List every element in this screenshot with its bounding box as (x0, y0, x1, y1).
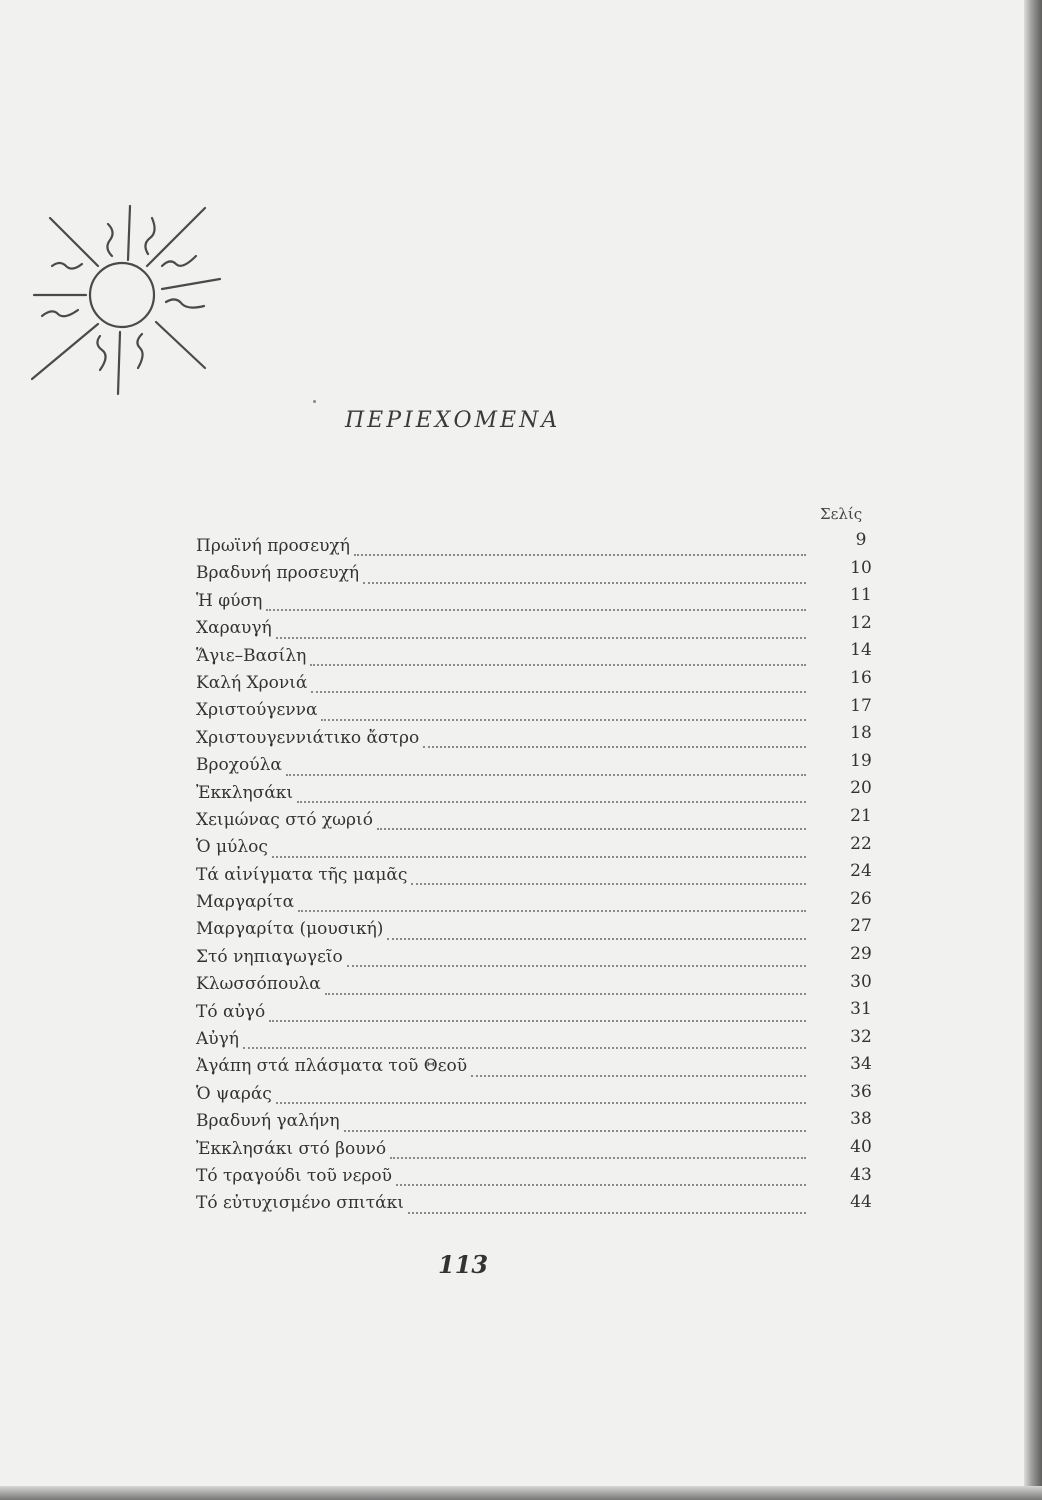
toc-entry (196, 728, 806, 755)
toc-entry-title: Ἅγιε–Βασίλη (196, 645, 307, 666)
toc-entry-title: Χριστουγεννιάτικο ἄστρο (196, 727, 420, 748)
toc-entry-title: Βραδυνή γαλήνη (196, 1111, 340, 1132)
toc-entry-page: 44 (850, 1192, 872, 1213)
dot-leader (411, 880, 806, 885)
contents-title: ΠΕΡΙΕΧΟΜΕΝΑ (345, 408, 561, 433)
page-number-column (836, 530, 886, 1220)
toc-entry (196, 1111, 806, 1138)
toc-entry (196, 892, 806, 919)
dot-leader (344, 1127, 806, 1132)
toc-entry-page: 19 (850, 750, 872, 771)
toc-entry (196, 618, 806, 645)
toc-entry-page: 43 (850, 1164, 872, 1185)
toc-entry-title: Τό εὐτυχισμένο σπιτάκι (196, 1193, 404, 1214)
toc-entry-page: 36 (850, 1081, 872, 1102)
dot-leader (243, 1044, 806, 1049)
toc-entry-page: 10 (850, 557, 872, 578)
toc-entry-title: Μαργαρίτα (μουσική) (196, 919, 384, 940)
toc-entry-title: Ὁ μύλος (196, 837, 268, 858)
page-edge-bottom (0, 1486, 1042, 1500)
dot-leader (286, 771, 806, 776)
dot-leader (272, 853, 806, 858)
toc-entry-title: Βραδυνή προσευχή (196, 563, 360, 584)
dot-leader (377, 825, 806, 830)
dot-leader (276, 634, 806, 639)
dot-leader (390, 1154, 806, 1159)
dot-leader (387, 935, 806, 940)
toc-entry-title: Ἀγάπη στά πλάσματα τοῦ Θεοῦ (196, 1056, 468, 1077)
toc-entry-title: Ἡ φύση (196, 590, 263, 611)
dot-leader (266, 606, 806, 611)
toc-entry (196, 700, 806, 727)
dot-leader (363, 579, 806, 584)
toc-entry-page: 21 (850, 805, 872, 826)
toc-entry-title: Χριστούγεννα (196, 700, 318, 721)
toc-entry (196, 947, 806, 974)
toc-entry (196, 755, 806, 782)
toc-entry (196, 1002, 806, 1029)
toc-entry-title: Καλή Χρονιά (196, 672, 308, 693)
toc-entry-title: Χειμώνας στό χωριό (196, 809, 373, 830)
toc-entry-title: Μαργαρίτα (196, 892, 295, 913)
toc-entry-page: 12 (850, 612, 872, 633)
toc-entry-title: Τό αὐγό (196, 1001, 266, 1022)
toc-entry (196, 837, 806, 864)
toc-entry-page: 38 (850, 1109, 872, 1130)
dot-leader (297, 798, 806, 803)
toc-entry-page: 17 (850, 695, 872, 716)
page-column-header: Σελίς (820, 505, 863, 523)
toc-entry (196, 563, 806, 590)
toc-entry (196, 865, 806, 892)
sun-icon (22, 196, 232, 406)
toc-entry (196, 810, 806, 837)
toc-entry-page: 18 (850, 723, 872, 744)
dot-leader (354, 551, 806, 556)
toc-entry-page: 26 (850, 888, 872, 909)
toc-entry (196, 536, 806, 563)
toc-entry-page: 27 (850, 916, 872, 937)
toc-entry (196, 783, 806, 810)
toc-entry-title: Ἐκκλησάκι (196, 782, 294, 803)
toc-entry (196, 1193, 806, 1220)
toc-entry (196, 919, 806, 946)
toc-entry-page: 30 (850, 971, 872, 992)
toc-entry-page: 31 (850, 999, 872, 1020)
toc-entry-title: Ἐκκλησάκι στό βουνό (196, 1138, 387, 1159)
toc-entry (196, 646, 806, 673)
toc-entry (196, 1166, 806, 1193)
dot-leader (276, 1099, 806, 1104)
dot-leader (396, 1181, 806, 1186)
dot-leader (471, 1072, 806, 1077)
toc-entry-page: 11 (850, 585, 872, 606)
table-of-contents (196, 536, 806, 1221)
toc-entry-page: 32 (850, 1026, 872, 1047)
dot-leader (408, 1209, 806, 1214)
dot-leader (269, 1017, 806, 1022)
dot-leader (321, 716, 806, 721)
toc-entry (196, 1084, 806, 1111)
toc-entry-title: Τά αἰνίγματα τῆς μαμᾶς (196, 864, 408, 885)
page-edge-right (1024, 0, 1042, 1500)
dot-leader (310, 661, 806, 666)
toc-entry (196, 1029, 806, 1056)
toc-entry (196, 591, 806, 618)
toc-entry-page: 20 (850, 778, 872, 799)
dot-leader (347, 962, 806, 967)
toc-entry-title: Τό τραγούδι τοῦ νεροῦ (196, 1165, 392, 1186)
toc-entry-title: Αὐγή (196, 1029, 239, 1050)
toc-entry-page: 34 (850, 1054, 872, 1075)
toc-entry-page: 9 (855, 530, 867, 550)
toc-entry (196, 673, 806, 700)
toc-entry-page: 40 (850, 1137, 872, 1158)
toc-entry (196, 974, 806, 1001)
toc-entry-title: Χαραυγή (196, 618, 272, 639)
toc-entry-title: Βροχούλα (196, 755, 282, 776)
toc-entry (196, 1056, 806, 1083)
toc-entry-page: 29 (850, 943, 872, 964)
toc-entry-page: 14 (850, 640, 872, 661)
toc-entry-title: Κλωσσόπουλα (196, 974, 321, 995)
toc-entry-title: Στό νηπιαγωγεῖο (196, 946, 343, 967)
dot-leader (325, 990, 806, 995)
toc-entry-page: 24 (850, 861, 872, 882)
toc-entry-page: 22 (850, 833, 872, 854)
dot-leader (311, 688, 806, 693)
ink-speck (313, 400, 316, 403)
dot-leader (423, 743, 806, 748)
toc-entry (196, 1139, 806, 1166)
toc-entry-title: Ὁ ψαράς (196, 1083, 272, 1104)
dot-leader (298, 907, 806, 912)
toc-entry-page: 16 (850, 667, 872, 688)
folio-page-number: 113 (438, 1250, 489, 1279)
toc-entry-title: Πρωϊνή προσευχή (196, 536, 350, 556)
